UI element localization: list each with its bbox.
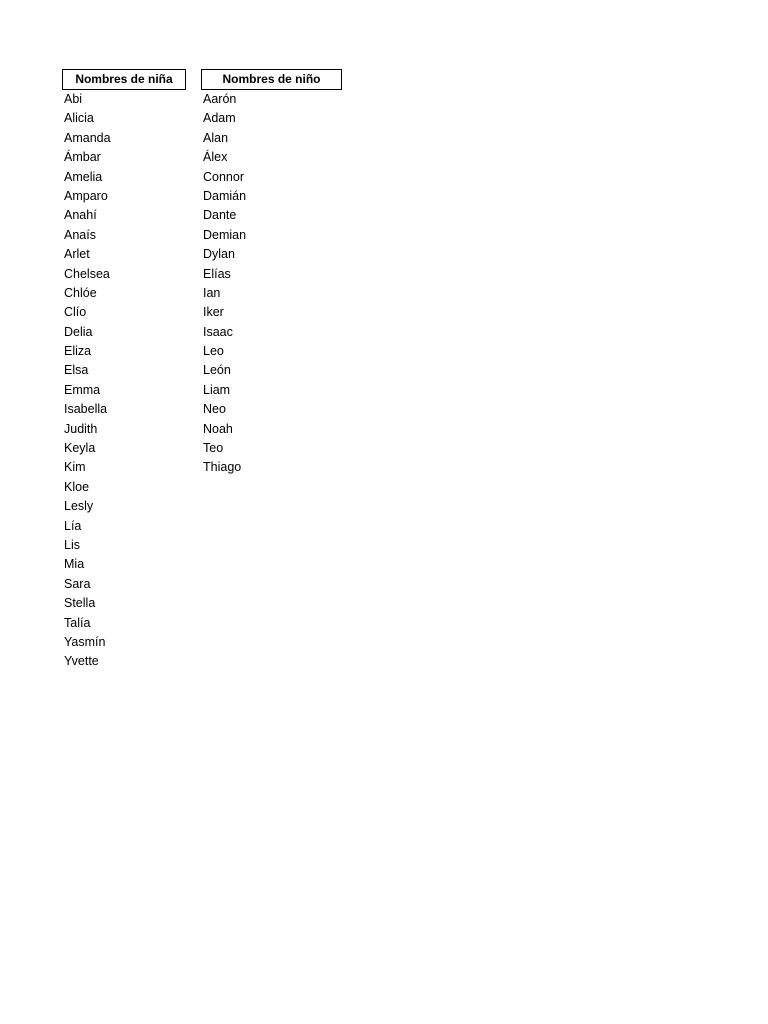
list-item: Ian (203, 285, 221, 300)
list-item: Yvette (64, 654, 99, 669)
list-item: Alan (203, 130, 229, 145)
list-item: Amparo (64, 188, 108, 203)
list-item: Delia (64, 324, 93, 339)
list-item: Anaís (64, 227, 96, 242)
list-item: Demian (203, 227, 247, 242)
list-item: Judith (64, 421, 98, 436)
list-item: Kim (64, 460, 86, 475)
list-item: Alicia (64, 111, 94, 126)
list-item: Kloe (64, 479, 90, 494)
list-item: Amelia (64, 169, 103, 184)
list-item: Isaac (203, 324, 233, 339)
list-item: Mia (64, 557, 85, 572)
list-item: Thiago (203, 460, 242, 475)
boys-names-column (201, 69, 342, 478)
list-item: Elsa (64, 363, 89, 378)
list-item: Iker (203, 305, 224, 320)
list-item: Sara (64, 576, 91, 591)
list-item: Chelsea (64, 266, 110, 281)
list-item: Liam (203, 382, 231, 397)
list-item: Talía (64, 615, 91, 630)
list-item: Aarón (203, 92, 237, 106)
list-item: Arlet (64, 247, 90, 262)
list-item: Dylan (203, 247, 235, 262)
boys-names-list (201, 90, 342, 478)
list-item: Noah (203, 421, 233, 436)
list-item: Lis (64, 537, 80, 552)
list-item: León (203, 363, 231, 378)
list-item: Lía (64, 518, 82, 533)
girls-names-list (62, 90, 186, 672)
girls-names-column (62, 69, 186, 672)
list-item: Neo (203, 402, 226, 417)
list-item: Anahí (64, 208, 97, 223)
list-item: Yasmín (64, 634, 106, 649)
list-item: Ámbar (64, 150, 101, 165)
list-item: Elías (203, 266, 231, 281)
list-item: Stella (64, 596, 96, 611)
list-item: Clío (64, 305, 87, 320)
list-item: Teo (203, 441, 224, 456)
list-item: Isabella (64, 402, 108, 417)
list-item: Dante (203, 208, 237, 223)
list-item: Adam (203, 111, 236, 126)
list-item: Amanda (64, 130, 111, 145)
list-item: Abi (64, 92, 83, 106)
list-item: Keyla (64, 441, 96, 456)
list-item: Damián (203, 188, 247, 203)
list-item: Connor (203, 169, 244, 184)
list-item: Eliza (64, 344, 92, 359)
boys-names-header: Nombres de niño (201, 69, 342, 90)
girls-names-header: Nombres de niña (62, 69, 186, 90)
list-item: Lesly (64, 499, 94, 514)
list-item: Álex (203, 150, 228, 165)
list-item: Chlóe (64, 285, 97, 300)
list-item: Leo (203, 344, 224, 359)
list-item: Emma (64, 382, 101, 397)
